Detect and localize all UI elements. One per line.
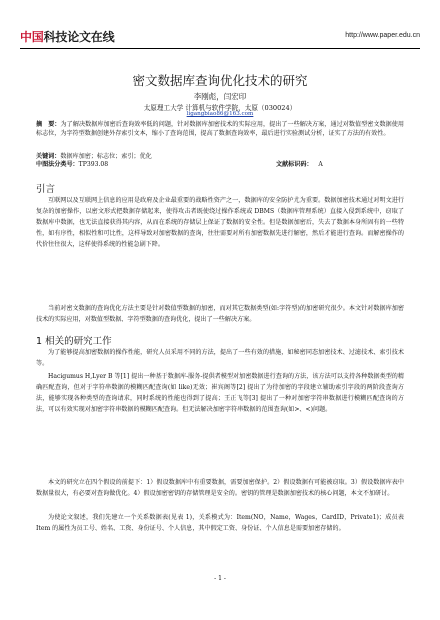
abstract-text: 为了解决数据库加密后查询效率低的问题，针对数据库加密技术的实际应用，提出了一些解决方案，通过对数值型密文数据使用标志位，为字符型数据创建外存索引文本，缩小了查询范围，提高了数据查询效率，最后进行实验测试分析，证实了方法的有效性。 [36, 121, 405, 137]
abstract-label: 摘 要： [36, 121, 61, 128]
doc-code-value: A [318, 161, 323, 168]
keywords-text: 数据库加密；标志位；索引；优化 [60, 153, 152, 160]
journal-logo [20, 28, 114, 45]
author-email[interactable]: ligangbiao86@163.com [186, 111, 254, 117]
logo-red-text: 中国 [20, 30, 44, 44]
classification-label: 中图法分类号： [36, 161, 79, 168]
classification [36, 161, 404, 169]
header-rule [20, 48, 420, 49]
paper-affiliation: 太原理工大学 计算机与软件学院，太原（030024） [143, 104, 297, 112]
keywords [36, 153, 404, 161]
doc-code-label: 文献标识码： [276, 161, 313, 168]
paper-authors: 李刚彪，闫宏印 [193, 92, 247, 101]
header-url[interactable]: http://www.paper.edu.cn [345, 32, 420, 39]
classification-value: TP393.08 [78, 161, 109, 168]
doc-code [276, 161, 323, 169]
paragraph-intro-1: 互联网以及互联网上信息的应用是政府及企业最重要的战略性资产之一，数据库的安全防护尤为重要。数据加密技术通过对明文进行复杂的加密操作，以密文形式把数据存储起来，使得攻击者既使绕过操作系统或 DBMS（数据库管理系统）直接入侵到系统中，窃取了数据库中数据，也无法直接获得其内容，从而在系统的存储层上保证了数据的安全性。但是数据加密后，失去了数据本身所固有的一些特性，如有序性，相似性和可比性，这样导致对加密数据的查询，往往需要对所有加密数据先进行解密，然后才能进行查询。而解密操作的代价往往很大，这样使得系统的性能急剧下降。 [36, 197, 404, 248]
paragraph-related-1: 为了能够提高加密数据的操作性能，研究人员采用不同的方法，提出了一些有效的措施，如秘密同态加密技术、过滤技术、索引技术等。 [36, 349, 404, 367]
logo-dark-text: 科技论文在线 [43, 30, 115, 44]
keywords-label: 关键词： [36, 153, 61, 160]
paragraph-intro-2: 当前对密文数据的查询优化方法主要是针对数值型数据的加密，而对其它数据类型(如:字符型)的加密研究很少。本文针对数据库加密技术的实际应用，对数值型数据、字符型数据的查询优化，提出了一些解决方案。 [36, 305, 404, 323]
abstract [36, 121, 404, 138]
page-number: - 1 - [214, 575, 226, 582]
paragraph-related-2: Hacigumus H,Lyer B 等[1] 提出一种基于数据库-服务-提供者模型对加密数据进行查询的方法，该方法可以支持各种数据类型的精确匹配查询，但对于字符串数据的模糊匹配查询(如 like)无效；崔宾阁等[2] 提出了为待加密的字段建立辅助索引字段的两阶段查询方法，能够实现各种类型的查询请求，同时系统的性能也得到了提高；王正飞等[3] 提出了一种对加密字符串数据进行模糊匹配查询的方法，可以有效实现对加密字符串数据的模糊匹配查询。但无法解决加密字符串数据的范围查询(如>、<)问题。 [36, 373, 404, 413]
section-related-title: 1 相关的研究工作 [36, 336, 112, 347]
paper-title: 密文数据库查询优化技术的研究 [132, 73, 308, 88]
paragraph-schema: 为使论文叙述，我们先建立一个关系数据表(见表 1)，关系模式为：Item(NO，Name，Wages，CardID，Private1)；成员表 Item 的属性为员工号、姓名、工资、身份证号、个人信息，其中假定工资、身份证、个人信息是需要加密存储的。 [36, 514, 404, 532]
page-header [20, 26, 420, 48]
paragraph-assumptions: 本文的研究立在四个假设的前提下：1）假设数据库中有重要数据，需要加密保护。2）假设数据有可能被窃取。3）假设数据库表中数据量很大，有必要对查询做优化。4）假设加密密钥的存储管理是安全的。密钥的管理是数据加密技术的核心问题，本文不加研讨。 [36, 479, 404, 497]
section-intro-title: 引言 [36, 184, 56, 195]
